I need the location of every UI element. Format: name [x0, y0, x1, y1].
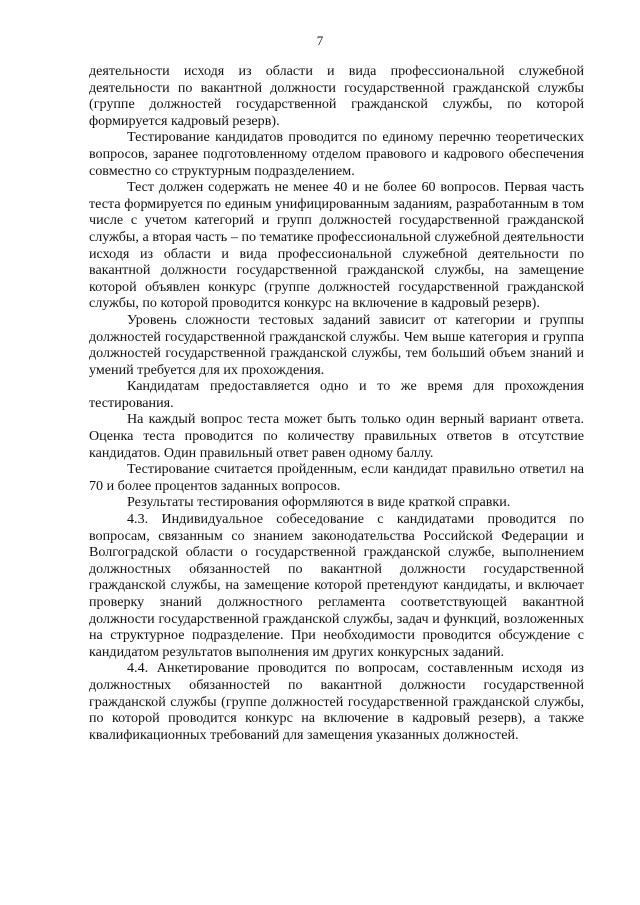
paragraph-scoring: На каждый вопрос теста может быть только один верный вариант ответа. Оценка теста проводится по количеству правильных ответов в отсутствие кандидатов. Один правильный ответ равен одному баллу.	[89, 411, 584, 461]
document-body	[89, 63, 584, 743]
paragraph-difficulty: Уровень сложности тестовых заданий зависит от категории и группы должностей государственной гражданской службы. Чем выше категория и группа должностей государственной гражданской службы, тем больший объем знаний и умений требуется для их прохождения.	[89, 311, 584, 378]
paragraph-continuation: деятельности исходя из области и вида профессиональной служебной деятельности по вакантной должности государственной гражданской службы (группе должностей государственной гражданской службы, по которой формируется кадровый резерв).	[89, 63, 584, 129]
page-number: 7	[316, 33, 324, 48]
paragraph-questionnaire: 4.4. Анкетирование проводится по вопросам, составленным исходя из должностных обязанностей по вакантной должности государственной гражданской службы (группе должностей государственной гражданской службы, по которой проводится конкурс на включение в кадровый резерв), а также квалификационных требований для замещения указанных должностей.	[89, 660, 584, 743]
paragraph-interview: 4.3. Индивидуальное собеседование с кандидатами проводится по вопросам, связанным со знанием законодательства Российской Федерации и Волгоградской области о государственной гражданской службе, выполнением должностных обязанностей по вакантной должности государственной гражданской службы, на замещение которой претендуют кандидаты, и включает проверку знаний должностного регламента соответствующей вакантной должности государственной гражданской службы, задач и функций, возложенных на структурное подразделение. При необходимости проводится обсуждение с кандидатом результатов выполнения им других конкурсных заданий.	[89, 511, 584, 660]
paragraph-results: Результаты тестирования оформляются в виде краткой справки.	[127, 494, 511, 511]
paragraph-testing-questions: Тестирование кандидатов проводится по единому перечню теоретических вопросов, заранее подготовленному отделом правового и кадрового обеспечения совместно со структурным подразделением.	[89, 129, 584, 179]
paragraph-equal-time: Кандидатам предоставляется одно и то же время для прохождения тестирования.	[89, 378, 584, 411]
paragraph-test-structure: Тест должен содержать не менее 40 и не более 60 вопросов. Первая часть теста формируется по единым унифицированным заданиям, разработанным в том числе с учетом категорий и групп должностей государственной гражданской службы, а вторая часть – по тематике профессиональной служебной деятельности исходя из области и вида профессиональной служебной деятельности по вакантной должности государственной гражданской службы, на замещение которой объявлен конкурс (группе должностей государственной гражданской службы, по которой проводится конкурс на включение в кадровый резерв).	[89, 179, 584, 312]
paragraph-pass-threshold: Тестирование считается пройденным, если кандидат правильно ответил на 70 и более процентов заданных вопросов.	[89, 461, 584, 494]
